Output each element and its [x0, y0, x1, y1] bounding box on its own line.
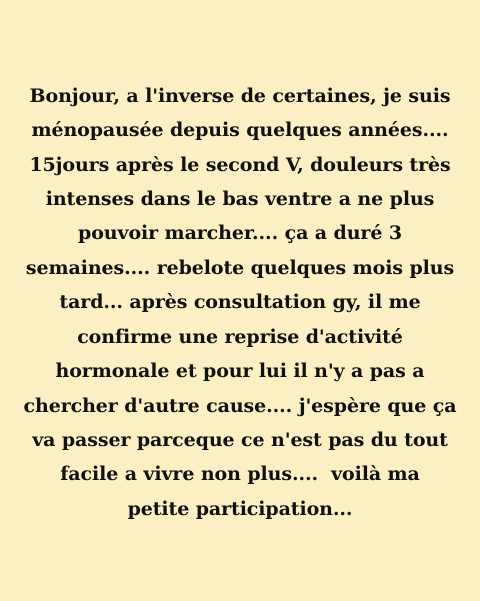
testimonial-line-12: facile a vivre non plus.... voilà ma: [60, 463, 420, 486]
testimonial-line-10: chercher d'autre cause.... j'espère que ça: [23, 394, 457, 417]
testimonial-line-7: tard... après consultation gy, il me: [59, 291, 421, 314]
testimonial-line-5: pouvoir marcher.... ça a duré 3: [78, 222, 402, 245]
testimonial-line-6: semaines.... rebelote quelques mois plus: [25, 256, 455, 279]
testimonial-line-1: Bonjour, a l'inverse de certaines, je suis: [29, 84, 451, 107]
testimonial-line-2: ménopausée depuis quelques années....: [31, 119, 449, 142]
testimonial-line-9: hormonale et pour lui il n'y a pas a: [55, 360, 425, 383]
testimonial-line-4: intenses dans le bas ventre a ne plus: [45, 188, 435, 211]
testimonial-line-11: va passer parceque ce n'est pas du tout: [32, 428, 448, 451]
testimonial-line-3: 15jours après le second V, douleurs très: [29, 153, 451, 176]
testimonial-line-13: petite participation...: [127, 497, 353, 520]
testimonial-line-8: confirme une reprise d'activité: [77, 325, 403, 348]
testimonial-text: [20, 79, 460, 526]
